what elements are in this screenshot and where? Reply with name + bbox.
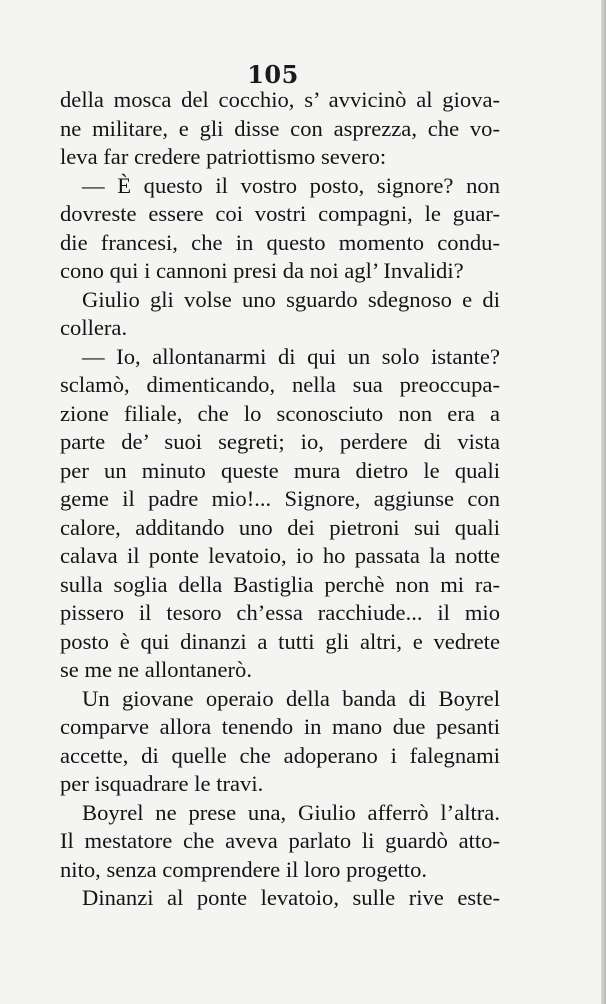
text-line: Dinanzi al ponte levatoio, sulle rive este- xyxy=(82,885,500,910)
text-line: die francesi, che in questo momento condu- xyxy=(60,229,500,255)
paragraph xyxy=(60,799,500,885)
body-text xyxy=(60,86,500,913)
page-number: 105 xyxy=(247,60,299,89)
paragraph xyxy=(60,343,500,685)
text-line: se me ne allontanerò. xyxy=(60,657,252,682)
text-line: Boyrel ne prese una, Giulio afferrò l’altra. xyxy=(82,799,500,825)
text-line: sclamò, dimenticando, nella sua preoccupa- xyxy=(60,372,500,397)
text-line: Il mestatore che aveva parlato li guardò atto- xyxy=(60,828,500,853)
text-line: — Io, allontanarmi di qui un solo istante? xyxy=(82,343,500,369)
text-line: per un minuto queste mura dietro le quali xyxy=(60,457,500,483)
text-line: calore, additando uno dei pietroni sui quali xyxy=(60,514,500,540)
paragraph xyxy=(60,685,500,799)
text-line: per isquadrare le travi. xyxy=(60,771,264,796)
paragraph xyxy=(60,86,500,172)
text-line: geme il padre mio!... Signore, aggiunse con xyxy=(60,486,500,511)
text-line: pissero il tesoro ch’essa racchiude... il mio xyxy=(60,600,500,625)
text-line: parte de’ suoi segreti; io, perdere di vista xyxy=(60,429,500,454)
text-line: nito, senza comprendere il loro progetto. xyxy=(60,856,428,882)
text-line: dovreste essere coi vostri compagni, le guar- xyxy=(60,201,500,226)
text-line: accette, di quelle che adoperano i falegnami xyxy=(60,742,500,768)
text-line: posto è qui dinanzi a tutti gli altri, e vedrete xyxy=(60,628,500,654)
page-edge xyxy=(601,0,606,1004)
text-line: comparve allora tenendo in mano due pesanti xyxy=(60,714,500,739)
text-line: cono qui i cannoni presi da noi agl’ Invalidi? xyxy=(60,258,464,283)
text-line: ne militare, e gli disse con asprezza, che vo- xyxy=(60,115,500,141)
paragraph xyxy=(60,884,500,913)
text-line: zione filiale, che lo sconosciuto non era a xyxy=(60,400,500,426)
text-line: collera. xyxy=(60,315,128,340)
text-line: sulla soglia della Bastiglia perchè non mi ra- xyxy=(60,571,500,597)
text-line: della mosca del cocchio, s’ avvicinò al giova- xyxy=(60,87,500,112)
text-line: calava il ponte levatoio, io ho passata la notte xyxy=(60,543,500,568)
paragraph xyxy=(60,286,500,343)
paragraph xyxy=(60,172,500,286)
text-line: — È questo il vostro posto, signore? non xyxy=(82,172,500,198)
text-line: Giulio gli volse uno sguardo sdegnoso e di xyxy=(82,286,500,312)
text-line: leva far credere patriottismo severo: xyxy=(60,144,387,169)
text-line: Un giovane operaio della banda di Boyrel xyxy=(82,685,500,711)
